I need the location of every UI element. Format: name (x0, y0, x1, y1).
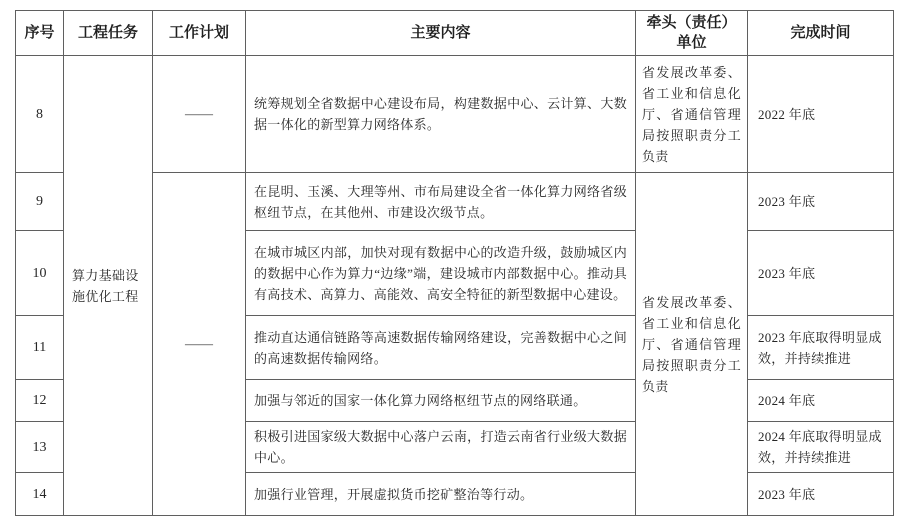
cell-content: 积极引进国家级大数据中心落户云南，打造云南省行业级大数据中心。 (246, 422, 636, 473)
table-header-row (16, 11, 894, 56)
cell-row-no: 9 (16, 173, 64, 231)
cell-content: 推动直达通信链路等高速数据传输网络建设，完善数据中心之间的高速数据传输网络。 (246, 316, 636, 380)
cell-row-no: 10 (16, 231, 64, 316)
header-col-content: 主要内容 (246, 11, 636, 56)
cell-unit-merged: 省发展改革委、省工业和信息化厅、省通信管理局按照职责分工负责 (636, 173, 748, 516)
cell-time: 2023 年底 (748, 473, 894, 516)
cell-row-no: 8 (16, 56, 64, 173)
project-schedule-table (15, 10, 894, 516)
header-col-no: 序号 (16, 11, 64, 56)
cell-unit: 省发展改革委、省工业和信息化厅、省通信管理局按照职责分工负责 (636, 56, 748, 173)
header-col-unit: 牵头（责任）单位 (636, 11, 748, 56)
cell-time: 2024 年底 (748, 380, 894, 422)
cell-content: 在城市城区内部，加快对现有数据中心的改造升级，鼓励城区内的数据中心作为算力“边缘”端，建设城市内部数据中心。推动具有高技术、高算力、高能效、高安全特征的新型数据中心建设。 (246, 231, 636, 316)
cell-time: 2023 年底 (748, 231, 894, 316)
cell-plan-dash-merged: —— (153, 173, 246, 516)
cell-time: 2024 年底取得明显成效，并持续推进 (748, 422, 894, 473)
cell-time: 2022 年底 (748, 56, 894, 173)
header-col-plan: 工作计划 (153, 11, 246, 56)
cell-row-no: 12 (16, 380, 64, 422)
cell-row-no: 11 (16, 316, 64, 380)
cell-task-merged: 算力基础设施优化工程 (64, 56, 153, 516)
cell-time: 2023 年底取得明显成效，并持续推进 (748, 316, 894, 380)
cell-content: 统筹规划全省数据中心建设布局，构建数据中心、云计算、大数据一体化的新型算力网络体系。 (246, 56, 636, 173)
cell-time: 2023 年底 (748, 173, 894, 231)
header-col-task: 工程任务 (64, 11, 153, 56)
cell-content: 加强与邻近的国家一体化算力网络枢纽节点的网络联通。 (246, 380, 636, 422)
cell-row-no: 14 (16, 473, 64, 516)
header-col-time: 完成时间 (748, 11, 894, 56)
cell-content: 加强行业管理，开展虚拟货币挖矿整治等行动。 (246, 473, 636, 516)
cell-row-no: 13 (16, 422, 64, 473)
table-row (16, 56, 894, 173)
cell-plan-dash: —— (153, 56, 246, 173)
cell-content: 在昆明、玉溪、大理等州、市布局建设全省一体化算力网络省级枢纽节点，在其他州、市建设次级节点。 (246, 173, 636, 231)
